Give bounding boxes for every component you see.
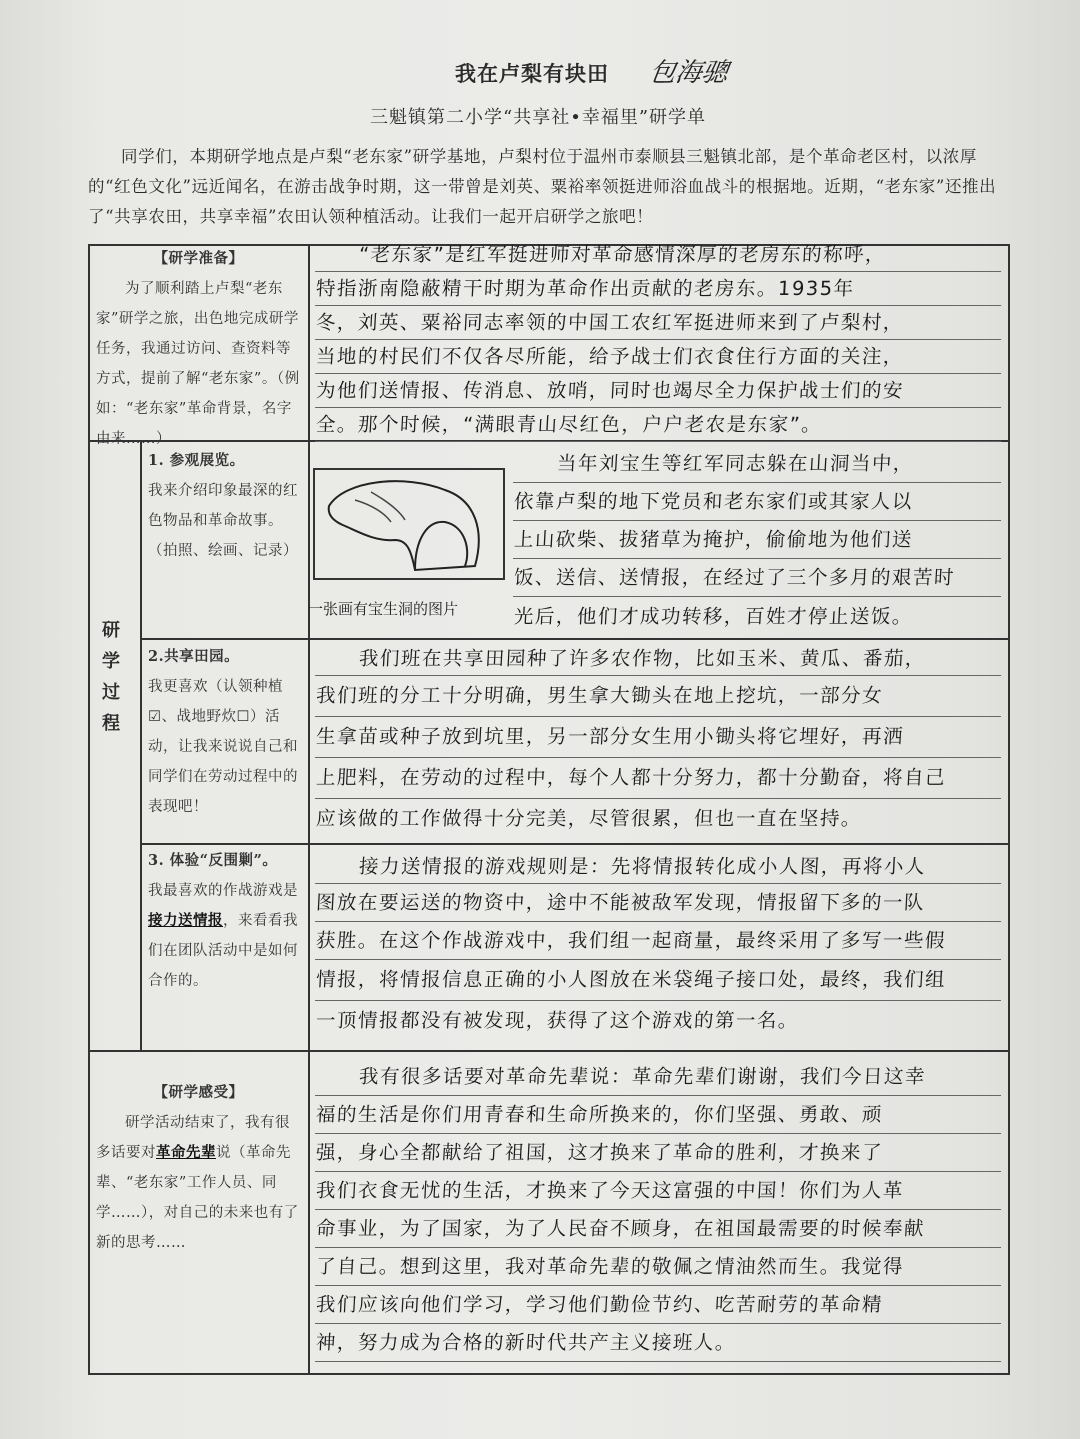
answer-line: 上肥料，在劳动的过程中，每个人都十分努力，都十分勤奋，将自己	[315, 758, 1003, 799]
answer-line: 特指浙南隐蔽精干时期为革命作出贡献的老房东。1935年	[315, 272, 1003, 306]
feelings-instructions	[96, 1078, 301, 1258]
planting-checkbox[interactable]: ☑	[148, 709, 162, 725]
answer-line: 神，努力成为合格的新时代共产主义接班人。	[315, 1324, 1003, 1362]
addressee-filled: 革命先辈	[156, 1145, 216, 1161]
answer-line: 了自己。想到这里，我对革命先辈的敬佩之情油然而生。我觉得	[315, 1248, 1003, 1286]
prep-answer	[316, 238, 1002, 442]
answer-line: “老东家”是红军挺进师对革命感情深厚的老房东的称呼，	[315, 238, 1003, 272]
step1-instructions	[148, 446, 300, 566]
feelings-prompt-a: 研学活动结束了，我有很多话要对	[96, 1115, 290, 1161]
answer-line: 我们班在共享田园种了许多农作物，比如玉米、黄瓜、番茄，	[315, 642, 1003, 676]
sketch-caption: 一张画有宝生洞的图片	[308, 600, 459, 618]
step1-answer-last	[514, 600, 1002, 633]
row-divider	[140, 843, 1010, 845]
prep-heading: 【研学准备】	[153, 250, 244, 267]
feelings-answer	[316, 1058, 1002, 1362]
worksheet-title: 我在卢梨有块田	[455, 61, 609, 86]
step3-instructions	[148, 846, 302, 996]
step1-answer	[514, 446, 1002, 597]
cooking-checkbox[interactable]: ☐	[236, 709, 250, 725]
answer-line: 一顶情报都没有被发现，获得了这个游戏的第一名。	[315, 1009, 800, 1032]
column-divider	[308, 244, 310, 1375]
answer-line: 命事业，为了国家，为了人民奋不顾身，在祖国最需要的时候奉献	[315, 1210, 1003, 1248]
answer-line: 我们班的分工十分明确，男生拿大锄头在地上挖坑，一部分女	[315, 676, 1003, 717]
answer-line: 福的生活是你们用青春和生命所换来的，你们坚强、勇敢、顽	[315, 1096, 1003, 1134]
feelings-heading: 【研学感受】	[153, 1084, 244, 1101]
game-name-filled: 接力送情报	[148, 913, 223, 929]
answer-line: 接力送情报的游戏规则是：先将情报转化成小人图，再将小人	[315, 850, 1003, 884]
answer-line: 生拿苗或种子放到坑里，另一部分女生用小锄头将它埋好，再洒	[315, 717, 1003, 758]
answer-line: 冬，刘英、粟裕同志率领的中国工农红军挺进师来到了卢梨村，	[315, 306, 1003, 340]
step3-answer	[316, 850, 1002, 1041]
answer-line: 上山砍柴、拔猪草为掩护，偷偷地为他们送	[513, 521, 1003, 559]
step2-instructions	[148, 642, 302, 822]
answer-line: 获胜。在这个作战游戏中，我们组一起商量，最终采用了多写一些假	[315, 922, 1003, 960]
step3-prompt-a: 我最喜欢的作战游戏是	[148, 883, 298, 899]
column-divider	[140, 440, 142, 1050]
step1-prompt: 我来介绍印象最深的红色物品和革命故事。（拍照、绘画、记录）	[148, 483, 298, 559]
row-divider	[140, 638, 1010, 640]
step2-prompt-c: ）活动，让我来说说自己和同学们在劳动过程中的表现吧！	[148, 709, 298, 815]
worksheet-subtitle: 三魁镇第二小学“共享社•幸福里”研学单	[370, 107, 707, 128]
step1-title: 1. 参观展览。	[148, 452, 245, 469]
student-signature: 包海骢	[647, 58, 730, 88]
answer-line: 情报，将情报信息正确的小人图放在米袋绳子接口处，最终，我们组	[315, 960, 1003, 1001]
answer-line: 我们衣食无忧的生活，才换来了今天这富强的中国！你们为人革	[315, 1172, 1003, 1210]
answer-line: 饭、送信、送情报，在经过了三个多月的艰苦时	[513, 559, 1003, 597]
cave-drawing	[315, 470, 503, 578]
row-divider	[88, 1050, 1010, 1052]
answer-line: 应该做的工作做得十分完美，尽管很累，但也一直在坚持。	[315, 807, 863, 830]
answer-line: 当地的村民们不仅各尽所能，给予战士们衣食住行方面的关注，	[315, 340, 1003, 374]
answer-line: 我们应该向他们学习，学习他们勤俭节约、吃苦耐劳的革命精	[315, 1286, 1003, 1324]
answer-line: 为他们送情报、传消息、放哨，同时也竭尽全力保护战士们的安	[315, 374, 1003, 408]
answer-line: 强，身心全都献给了祖国，这才换来了革命的胜利，才换来了	[315, 1134, 1003, 1172]
step3-title: 3. 体验“反围剿”。	[148, 852, 278, 869]
answer-line: 图放在要运送的物资中，途中不能被敌军发现，情报留下多的一队	[315, 884, 1003, 922]
answer-line: 全。那个时候，“满眼青山尽红色，户户老农是东家”。	[315, 408, 1003, 442]
intro-paragraph: 同学们，本期研学地点是卢梨“老东家”研学基地，卢梨村位于温州市泰顺县三魁镇北部，是个革命老区村，以浓厚的“红色文化”远近闻名，在游击战争时期，这一带曾是刘英、粟裕率领挺进师浴血战斗的根据地。近期，“老东家”还推出了“共享农田，共享幸福”农田认领种植活动。让我们一起开启研学之旅吧！	[88, 147, 997, 226]
cave-sketch-image	[313, 468, 505, 580]
step2-prompt-b: 、战地野炊	[161, 709, 237, 725]
process-label: 研学过程	[102, 620, 120, 734]
step2-prompt-a: 我更喜欢（认领种植	[148, 679, 283, 695]
answer-line: 当年刘宝生等红军同志躲在山洞当中，	[513, 446, 1003, 483]
answer-line: 光后，他们才成功转移，百姓才停止送饭。	[513, 605, 914, 628]
step2-answer	[316, 642, 1002, 839]
prep-instructions	[96, 244, 301, 454]
prep-prompt: 为了顺利踏上卢梨“老东家”研学之旅，出色地完成研学任务，我通过访问、查资料等方式，提前了解“老东家”。（例如：“老东家”革命背景，名字由来……）	[96, 281, 300, 447]
feelings-prompt-b: 说（革命先辈、“老东家”工作人员、同学……），对自己的未来也有了新的思考……	[96, 1145, 299, 1251]
step2-title: 2.共享田园。	[148, 648, 240, 665]
step3-prompt-b: ，来看看我们在团队活动中是如何合作的。	[148, 913, 298, 989]
answer-line: 依靠卢梨的地下党员和老东家们或其家人以	[513, 483, 1003, 521]
answer-line: 我有很多话要对革命先辈说：革命先辈们谢谢，我们今日这幸	[315, 1058, 1003, 1096]
